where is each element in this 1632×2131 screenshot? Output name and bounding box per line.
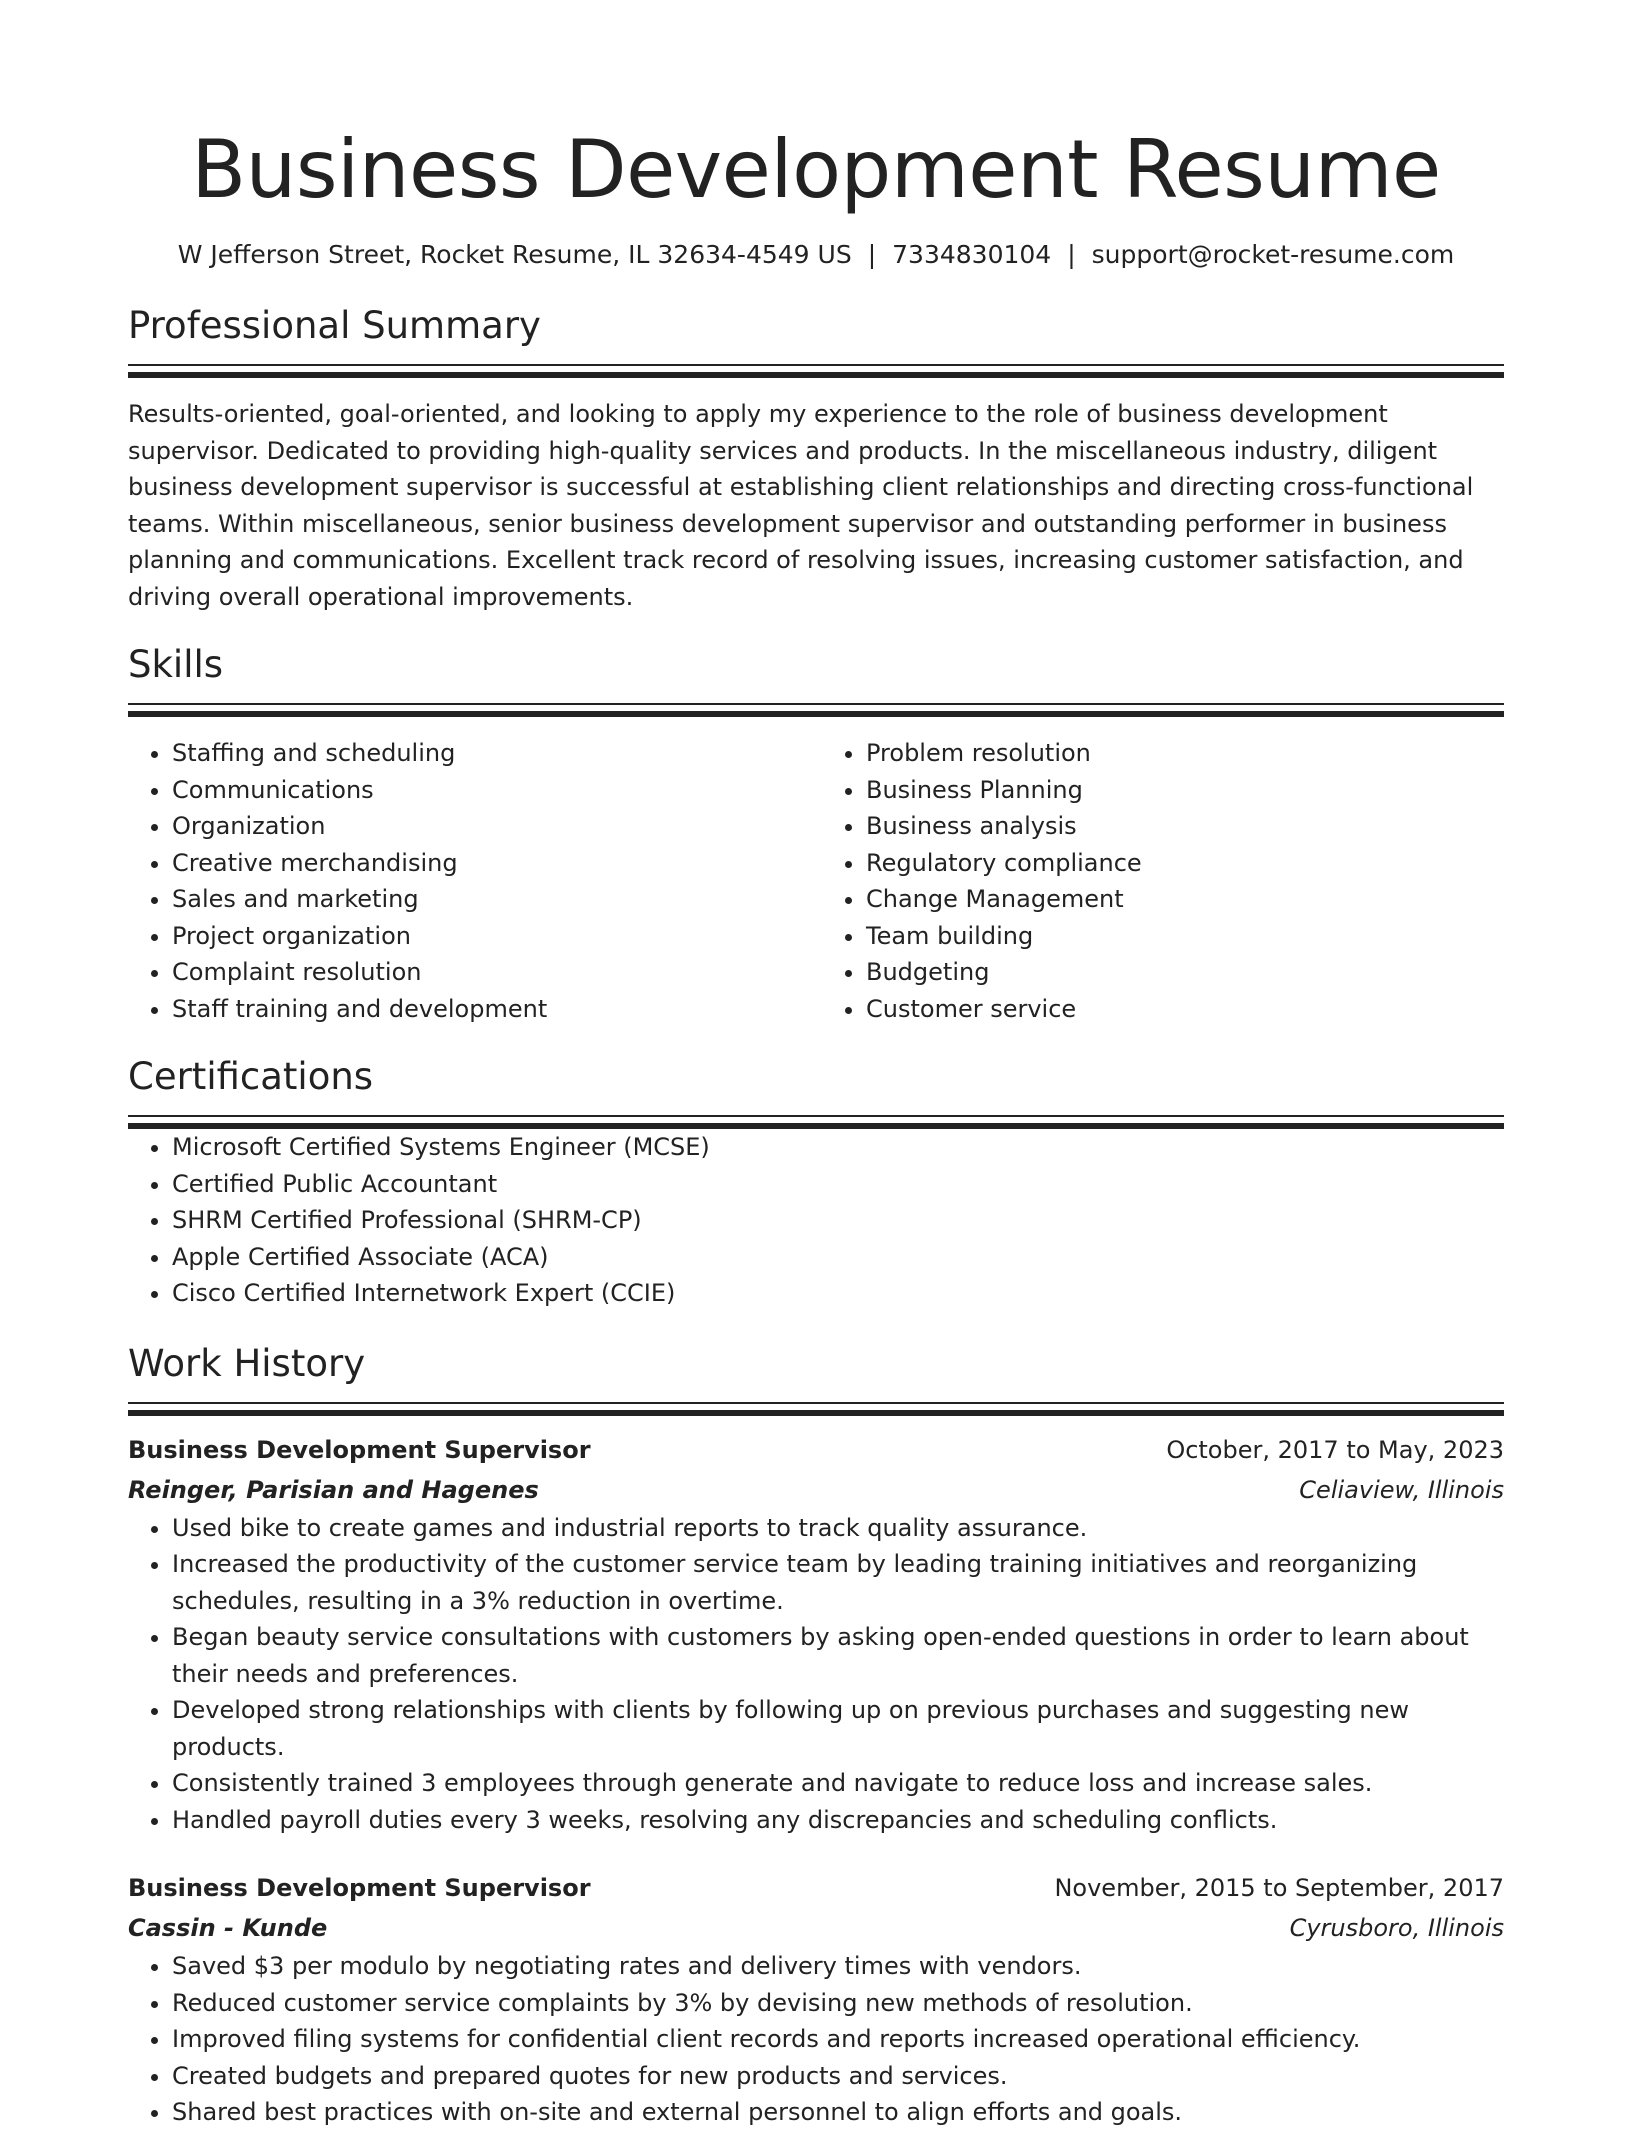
skills-section <box>128 643 1504 1027</box>
summary-section <box>128 304 1504 615</box>
job-duty-item: • Used bike to create games and industrial reports to track quality assurance. <box>172 1510 1504 1547</box>
contact-email: support@rocket-resume.com <box>1091 240 1455 269</box>
skills-list-right <box>816 735 1504 1027</box>
certification-item: • Certified Public Accountant <box>172 1166 1504 1203</box>
certification-item: • SHRM Certified Professional (SHRM-CP) <box>172 1202 1504 1239</box>
resume-page <box>128 0 1504 2131</box>
job-duty-item: • Saved $3 per modulo by negotiating rates and delivery times with vendors. <box>172 1948 1504 1985</box>
job-header-row <box>128 1868 1504 1908</box>
certification-item: • Microsoft Certified Systems Engineer (MCSE) <box>172 1129 1504 1166</box>
skill-item: • Communications <box>172 772 816 809</box>
skill-item: • Business analysis <box>866 808 1504 845</box>
job-duty-item: • Began beauty service consultations with customers by asking open-ended questions in order to learn about their needs and preferences. <box>172 1619 1504 1692</box>
job-location: Celiaview, Illinois <box>1299 1475 1504 1504</box>
skill-item: • Team building <box>866 918 1504 955</box>
contact-phone: 7334830104 <box>892 240 1052 269</box>
skill-item: • Sales and marketing <box>172 881 816 918</box>
skills-grid <box>128 735 1504 1027</box>
job-employer-row <box>128 1908 1504 1948</box>
job-duty-item: • Reduced customer service complaints by 3% by devising new methods of resolution. <box>172 1985 1504 2022</box>
contact-separator: | <box>867 240 877 269</box>
job-entry <box>128 1868 1504 2131</box>
skill-item: • Budgeting <box>866 954 1504 991</box>
skill-item: • Problem resolution <box>866 735 1504 772</box>
contact-address: W Jefferson Street, Rocket Resume, IL 32634-4549 US <box>177 240 852 269</box>
job-header-row <box>128 1430 1504 1470</box>
resume-title: Business Development Resume <box>191 123 1441 216</box>
skills-list-left <box>128 735 816 1027</box>
skill-item: • Customer service <box>866 991 1504 1028</box>
job-duty-item: • Improved filing systems for confidential client records and reports increased operational efficiency. <box>172 2021 1504 2058</box>
skill-item: • Project organization <box>172 918 816 955</box>
job-employer: Cassin - Kunde <box>128 1914 328 1942</box>
job-duty-item: • Increased the productivity of the customer service team by leading training initiatives and reorganizing schedules, resulting in a 3% reduction in overtime. <box>172 1546 1504 1619</box>
contact-separator: | <box>1067 240 1076 269</box>
section-divider <box>128 1115 1504 1129</box>
skills-heading: Skills <box>128 643 224 686</box>
job-duty-item: • Handled payroll duties every 3 weeks, resolving any discrepancies and scheduling conflicts. <box>172 1802 1504 1839</box>
skill-item: • Staff training and development <box>172 991 816 1028</box>
skill-item: • Complaint resolution <box>172 954 816 991</box>
skill-item: • Change Management <box>866 881 1504 918</box>
skill-item: • Creative merchandising <box>172 845 816 882</box>
certification-item: • Apple Certified Associate (ACA) <box>172 1239 1504 1276</box>
job-location: Cyrusboro, Illinois <box>1289 1914 1504 1942</box>
job-dates: October, 2017 to May, 2023 <box>1166 1435 1504 1464</box>
job-title: Business Development Supervisor <box>128 1874 591 1902</box>
job-duty-item: • Shared best practices with on-site and external personnel to align efforts and goals. <box>172 2094 1504 2131</box>
skill-item: • Regulatory compliance <box>866 845 1504 882</box>
job-dates: November, 2015 to September, 2017 <box>1054 1874 1504 1902</box>
skills-column-right <box>816 735 1504 1027</box>
job-employer-row <box>128 1470 1504 1510</box>
summary-text: Results-oriented, goal-oriented, and looking to apply my experience to the role of business development supervisor. Dedicated to providing high-quality services and products. In the miscellaneous industry, diligent business development supervisor is successful at establishing client relationships and directing cross-functional teams. Within miscellaneous, senior business development supervisor and outstanding performer in business planning and communications. Excellent track record of resolving issues, increasing customer satisfaction, and driving overall operational improvements. <box>128 400 1474 611</box>
certification-item: • Cisco Certified Internetwork Expert (CCIE) <box>172 1275 1504 1312</box>
certifications-heading: Certifications <box>128 1055 374 1098</box>
job-employer: Reinger, Parisian and Hagenes <box>128 1475 539 1504</box>
skill-item: • Organization <box>172 808 816 845</box>
section-divider <box>128 1402 1504 1416</box>
work-history-heading: Work History <box>128 1341 366 1385</box>
certifications-list <box>128 1129 1504 1312</box>
certifications-section <box>128 1055 1504 1312</box>
job-title: Business Development Supervisor <box>128 1435 591 1464</box>
job-duty-item: • Developed strong relationships with clients by following up on previous purchases and suggesting new products. <box>172 1692 1504 1765</box>
skills-column-left <box>128 735 816 1027</box>
job-duty-item: • Created budgets and prepared quotes for new products and services. <box>172 2058 1504 2095</box>
work-history-section <box>128 1342 1504 2131</box>
skill-item: • Staffing and scheduling <box>172 735 816 772</box>
summary-heading: Professional Summary <box>128 304 541 347</box>
job-duty-item: • Consistently trained 3 employees through generate and navigate to reduce loss and increase sales. <box>172 1765 1504 1802</box>
section-divider <box>128 364 1504 378</box>
section-divider <box>128 703 1504 717</box>
job-duties-list <box>128 1948 1504 2131</box>
job-entry <box>128 1430 1504 1839</box>
contact-line <box>128 238 1504 272</box>
job-duties-list <box>128 1510 1504 1839</box>
skill-item: • Business Planning <box>866 772 1504 809</box>
